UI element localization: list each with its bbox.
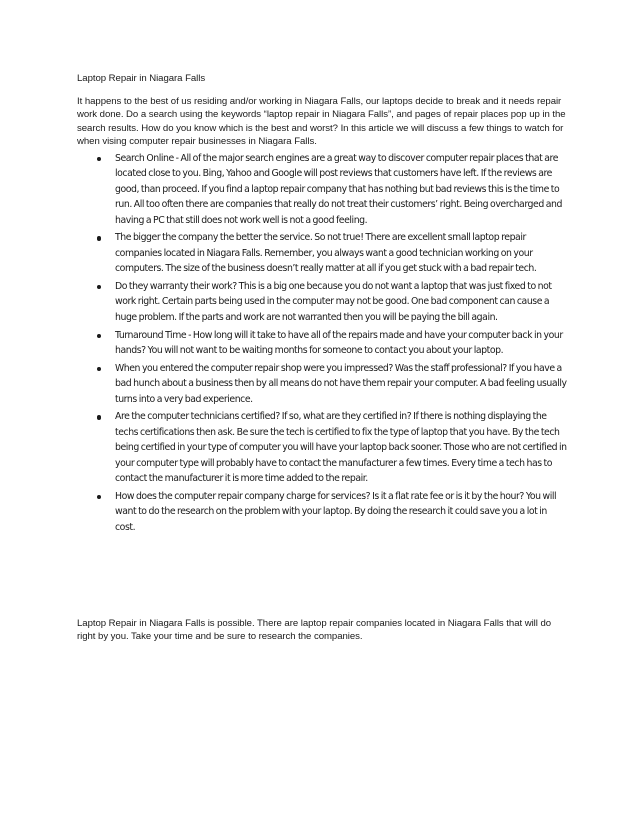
- bullet-icon: [97, 236, 101, 240]
- bullet-icon: [97, 415, 101, 419]
- closing-paragraph: Laptop Repair in Niagara Falls is possible. There are laptop repair companies located in Niagara Falls that will do right by you. Take your time and be sure to research the companies.: [77, 618, 552, 643]
- list-item: [77, 328, 567, 359]
- list-item-text: Are the computer technicians certified? If so, what are they certified in? If there is nothing displaying the techs certifications then ask. Be sure the tech is certified to fix the type of laptop that you have. By the tech being certified in your type of computer you will have your laptop back sooner. Those who are not certified in your computer type will probably have to contact the manufacturer a few times. Every time a tech has to contact the manufacturer it is more time added to the repair.: [115, 411, 567, 485]
- list-item: [77, 361, 567, 407]
- list-item-text: Turnaround Time - How long will it take to have all of the repairs made and have your computer back in your hands? You will not want to be waiting months for someone to contact you about your laptop.: [115, 329, 563, 357]
- list-item-text: When you entered the computer repair shop were you impressed? Was the staff professional? If you have a bad hunch about a business then by all means do not have them repair your computer. A bad feeling usually turns into a very bad experience.: [115, 362, 567, 405]
- list-item-text: Do they warranty their work? This is a big one because you do not want a laptop that was just fixed to not work right. Certain parts being used in the computer may not be good. One bad component can cause a huge problem. If the parts and work are not warranted then you will be paying the bill again.: [115, 281, 552, 323]
- bullet-icon: [97, 157, 101, 161]
- list-item-text: How does the computer repair company charge for services? Is it a flat rate fee or is it by the hour? You will want to do the research on the problem with your laptop. By doing the research it could save you a lot in cost.: [115, 490, 557, 533]
- bullet-icon: [97, 285, 101, 289]
- list-item: [77, 230, 567, 276]
- intro-paragraph: It happens to the best of us residing and/or working in Niagara Falls, our laptops decide to break and it needs repair work done. Do a search using the keywords “laptop repair in Niagara Falls”, and pages of repair places pop up in the search results. How do you know which is the best and worst? In this article we will discuss a few things to watch for when vising computer repair businesses in Niagara Falls.: [77, 96, 566, 148]
- bullet-icon: [97, 495, 101, 499]
- document-title: Laptop Repair in Niagara Falls: [77, 73, 206, 84]
- list-item: [77, 409, 567, 486]
- list-item: [77, 151, 567, 228]
- bullet-icon: [97, 367, 101, 371]
- list-item-text: The bigger the company the better the service. So not true! There are excellent small laptop repair companies located in Niagara Falls. Remember, you always want a good technician working on your computers. The size of the business doesn’t really matter at all if you get stuck with a bad repair tech.: [115, 232, 537, 275]
- list-item-text: Search Online - All of the major search engines are a great way to discover computer repair places that are located close to you. Bing, Yahoo and Google will post reviews that customers have left. If the reviews are good, than proceed. If you find a laptop repair company that has nothing but bad reviews this is the time to run. All too often there are companies that really do not treat their customers’ right. Being overcharged and having a PC that still does not work well is not a good feeling.: [115, 153, 562, 226]
- bullet-icon: [97, 334, 101, 338]
- tips-list: [77, 151, 567, 537]
- list-item: [77, 489, 567, 535]
- list-item: [77, 279, 567, 325]
